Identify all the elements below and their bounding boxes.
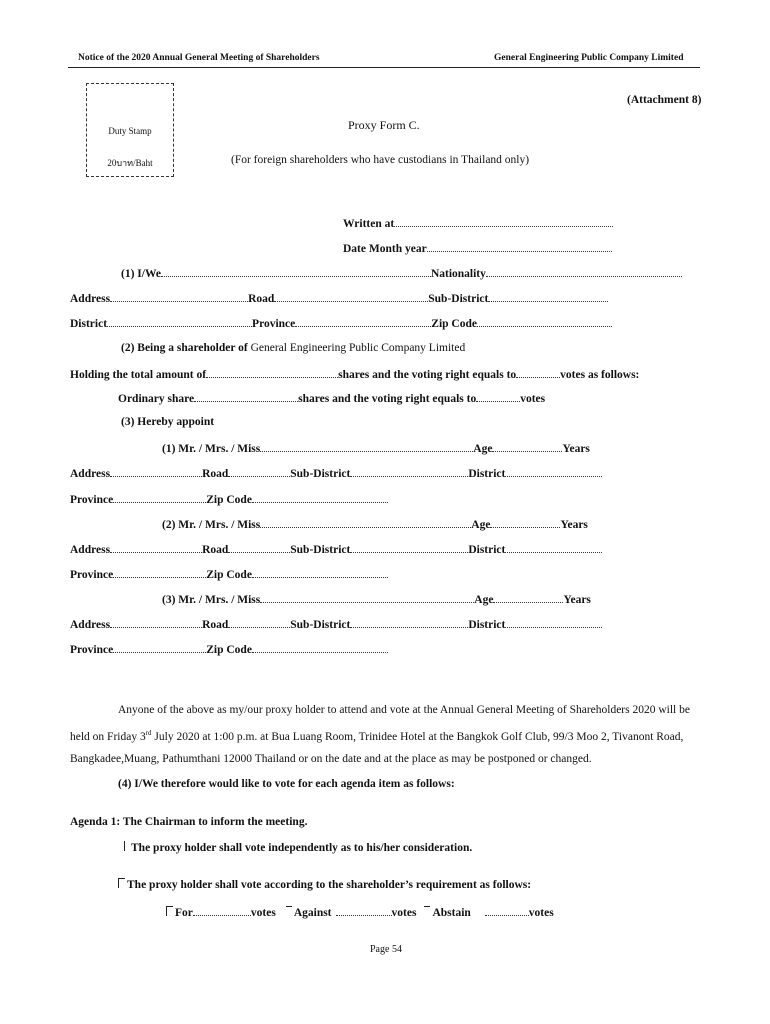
against-votes-label: votes — [391, 907, 417, 919]
proxy3-address-row — [70, 617, 602, 631]
proxy2-province-label: Province — [70, 569, 114, 581]
option1-checkbox[interactable] — [124, 841, 129, 851]
proxy3-road-label: Road — [202, 619, 229, 631]
agenda1-title: Agenda 1: The Chairman to inform the meeting. — [70, 816, 308, 828]
proxy1-name-field[interactable] — [260, 441, 473, 452]
nationality-field[interactable] — [486, 266, 682, 277]
written-at-label: Written at — [343, 218, 395, 230]
proxy1-zip-label: Zip Code — [206, 494, 252, 506]
proxy1-address-label: Address — [70, 468, 111, 480]
proxy3-province-row — [70, 642, 388, 656]
holding-label: Holding the total amount of — [70, 369, 207, 381]
proxy3-name-row — [162, 592, 591, 606]
proxy1-years-label: Years — [562, 443, 590, 455]
option2-checkbox[interactable] — [118, 878, 125, 888]
stamp-line1: Duty Stamp — [108, 126, 152, 136]
proxy2-road-field[interactable] — [228, 542, 290, 553]
proxy1-address-field[interactable] — [110, 466, 202, 477]
proxy3-age-label: Age — [474, 594, 494, 606]
proxy1-age-label: Age — [473, 443, 493, 455]
written-at-field[interactable] — [394, 216, 613, 227]
proxy1-subdistrict-label: Sub-District — [290, 468, 351, 480]
ordinary-votes-field[interactable] — [476, 391, 520, 402]
form-subtitle: (For foreign shareholders who have custodians in Thailand only) — [231, 154, 530, 166]
section1-row — [121, 266, 682, 280]
shareholder-of-label: (2) Being a shareholder of — [121, 342, 248, 354]
option2-label: The proxy holder shall vote according to the shareholder’s requirement as follows: — [127, 879, 532, 891]
for-votes-field[interactable] — [193, 905, 251, 916]
against-checkbox[interactable] — [286, 906, 292, 916]
proxy1-address-row — [70, 466, 602, 480]
proxy3-district-label: District — [468, 619, 506, 631]
for-label: For — [175, 907, 193, 919]
proxy2-province-row — [70, 567, 388, 581]
proxy2-zip-field[interactable] — [252, 567, 388, 578]
section2-row — [121, 342, 465, 354]
total-shares-field[interactable] — [206, 367, 338, 378]
ordinary-votes-label: votes — [520, 393, 546, 405]
zip-field[interactable] — [477, 316, 612, 327]
proxy3-age-field[interactable] — [493, 592, 563, 603]
abstain-votes-label: votes — [528, 907, 554, 919]
province-field[interactable] — [295, 316, 431, 327]
iwe-label: (1) I/We — [121, 268, 161, 280]
proxy3-road-field[interactable] — [228, 617, 290, 628]
proxy2-address-label: Address — [70, 544, 111, 556]
proxy1-province-label: Province — [70, 494, 114, 506]
abstain-votes-field[interactable] — [485, 905, 529, 916]
date-field[interactable] — [427, 241, 612, 252]
proxy2-province-field[interactable] — [113, 567, 206, 578]
para-line3: Bangkadee,Muang, Pathumthani 12000 Thailand or on the date and at the place as may be postponed or changed. — [70, 753, 592, 765]
proxy2-years-label: Years — [560, 519, 588, 531]
proxy2-name-field[interactable] — [260, 517, 471, 528]
proxy2-district-label: District — [468, 544, 506, 556]
votes-as-follows-label: votes as follows: — [560, 369, 640, 381]
form-title: Proxy Form C. — [348, 118, 420, 132]
proxy3-name-field[interactable] — [260, 592, 474, 603]
proxy2-subdistrict-field[interactable] — [350, 542, 468, 553]
subdistrict-field[interactable] — [488, 291, 608, 302]
option2-row — [118, 878, 531, 891]
proxy1-age-field[interactable] — [492, 441, 562, 452]
proxy3-label: (3) Mr. / Mrs. / Miss — [162, 594, 261, 606]
proxy1-road-label: Road — [202, 468, 229, 480]
para-line2 — [70, 729, 683, 743]
ordinary-shares-field[interactable] — [194, 391, 298, 402]
duty-stamp-box — [86, 83, 174, 177]
proxy1-district-label: District — [468, 468, 506, 480]
road-field[interactable] — [274, 291, 428, 302]
stamp-line2: 20บาท/Baht — [107, 158, 153, 168]
attachment-label: (Attachment 8) — [627, 94, 702, 106]
header-left: Notice of the 2020 Annual General Meeting of Shareholders — [78, 53, 320, 63]
para-line2-sup: rd — [145, 729, 152, 737]
proxy2-road-label: Road — [202, 544, 229, 556]
shareholder-district-row — [70, 316, 612, 330]
para-line1: Anyone of the above as my/our proxy holder to attend and vote at the Annual General Meeting of Shareholders 2020 will be — [118, 704, 690, 716]
holding-row — [70, 367, 639, 381]
zip-label: Zip Code — [431, 318, 477, 330]
for-checkbox[interactable] — [166, 906, 173, 916]
abstain-checkbox[interactable] — [424, 906, 430, 916]
proxy3-years-label: Years — [563, 594, 591, 606]
against-votes-field[interactable] — [336, 905, 392, 916]
proxy3-district-field[interactable] — [505, 617, 602, 628]
district-label: District — [70, 318, 108, 330]
proxy3-zip-field[interactable] — [252, 642, 388, 653]
written-at-row — [343, 216, 613, 230]
company-name: General Engineering Public Company Limited — [250, 342, 466, 354]
proxy1-province-row — [70, 492, 388, 506]
for-votes-label: votes — [250, 907, 276, 919]
address-label: Address — [70, 293, 111, 305]
abstain-label: Abstain — [432, 907, 471, 919]
proxy1-label: (1) Mr. / Mrs. / Miss — [162, 443, 261, 455]
proxy1-name-row — [162, 441, 590, 455]
proxy2-subdistrict-label: Sub-District — [290, 544, 351, 556]
option1-label: The proxy holder shall vote independently as to his/her consideration. — [131, 842, 473, 854]
proxy2-address-row — [70, 542, 602, 556]
district-field[interactable] — [107, 316, 252, 327]
proxy3-subdistrict-label: Sub-District — [290, 619, 351, 631]
proxy2-address-field[interactable] — [110, 542, 202, 553]
para-line2-b: July 2020 at 1:00 p.m. at Bua Luang Room, Trinidee Hotel at the Bangkok Golf Club, 99/3 Moo 2, Tivanont Road, — [151, 730, 684, 743]
ordinary-row — [118, 391, 545, 405]
proxy2-zip-label: Zip Code — [206, 569, 252, 581]
proxy2-name-row — [162, 517, 588, 531]
ordinary-label: Ordinary share — [118, 393, 195, 405]
proxy1-subdistrict-field[interactable] — [350, 466, 468, 477]
proxy1-zip-field[interactable] — [252, 492, 388, 503]
ordinary-voting-label: shares and the voting right equals to — [298, 393, 477, 405]
subdistrict-label: Sub-District — [428, 293, 489, 305]
proxy3-zip-label: Zip Code — [206, 644, 252, 656]
date-row — [343, 241, 612, 255]
road-label: Road — [248, 293, 275, 305]
hereby-appoint: (3) Hereby appoint — [121, 416, 215, 428]
header-rule — [68, 67, 700, 68]
shareholder-address-row — [70, 291, 608, 305]
proxy3-subdistrict-field[interactable] — [350, 617, 468, 628]
proxy2-district-field[interactable] — [505, 542, 602, 553]
proxy2-age-field[interactable] — [490, 517, 560, 528]
date-label: Date Month year — [343, 243, 427, 255]
proxy1-province-field[interactable] — [113, 492, 206, 503]
address-field[interactable] — [110, 291, 248, 302]
proxy1-road-field[interactable] — [228, 466, 290, 477]
proxy1-district-field[interactable] — [505, 466, 602, 477]
section4-label: (4) I/We therefore would like to vote for each agenda item as follows: — [118, 778, 455, 790]
proxy3-address-label: Address — [70, 619, 111, 631]
proxy2-label: (2) Mr. / Mrs. / Miss — [162, 519, 261, 531]
vote-row — [166, 905, 554, 919]
proxy3-province-field[interactable] — [113, 642, 206, 653]
proxy2-age-label: Age — [471, 519, 491, 531]
name-field[interactable] — [161, 266, 431, 277]
header-right: General Engineering Public Company Limited — [494, 53, 684, 63]
page-number: Page 54 — [370, 944, 402, 955]
proxy3-province-label: Province — [70, 644, 114, 656]
against-label: Against — [293, 907, 332, 919]
total-votes-field[interactable] — [516, 367, 560, 378]
proxy3-address-field[interactable] — [110, 617, 202, 628]
province-label: Province — [252, 318, 296, 330]
option1-row — [124, 841, 472, 854]
nationality-label: Nationality — [430, 268, 486, 280]
para-line2-a: held on Friday 3 — [70, 730, 146, 743]
holding-voting-label: shares and the voting right equals to — [338, 369, 517, 381]
